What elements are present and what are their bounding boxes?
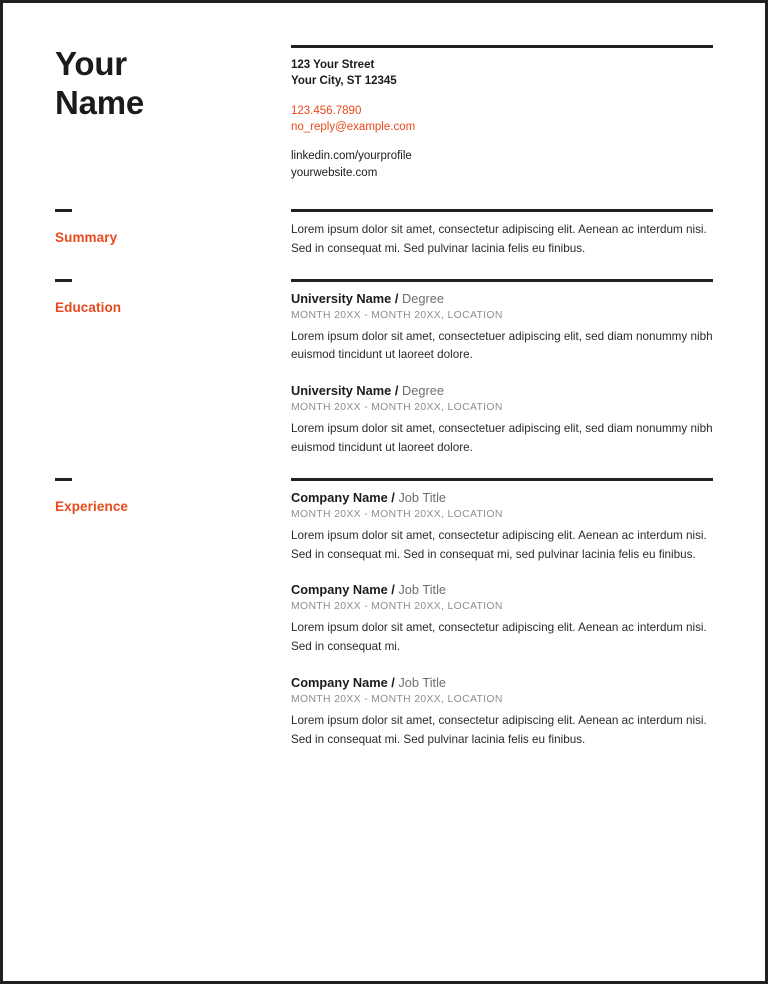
education-section <box>55 279 713 458</box>
experience-entry-title <box>291 490 713 507</box>
contact-block <box>291 45 713 181</box>
education-org: University Name / <box>291 290 399 306</box>
dash-icon <box>55 209 72 212</box>
contact-phone[interactable]: 123.456.7890 <box>291 104 362 117</box>
experience-entry-text: Lorem ipsum dolor sit amet, consectetur adipiscing elit. Aenean ac interdum nisi. Sed in consequat mi. Sed in consequat mi, sed pulvinar lacinia felis eu finibus. <box>291 528 707 561</box>
contact-linkedin[interactable]: linkedin.com/yourprofile <box>291 150 412 163</box>
summary-text: Lorem ipsum dolor sit amet, consectetur adipiscing elit. Aenean ac interdum nisi. Sed in consequat mi. Sed pulvinar lacinia felis eu finibus. <box>291 222 707 255</box>
contact-address-group <box>291 57 713 90</box>
contact-street: 123 Your Street <box>291 59 375 71</box>
education-entry-meta: MONTH 20XX - MONTH 20XX, LOCATION <box>291 309 503 321</box>
experience-label-block <box>55 478 291 514</box>
contact-direct-group <box>291 103 713 136</box>
contact-city-state-zip: Your City, ST 12345 <box>291 75 397 88</box>
experience-job-title: Job Title <box>398 489 447 505</box>
contact-web-group <box>291 148 713 181</box>
summary-content <box>291 209 713 259</box>
experience-content <box>291 478 713 750</box>
experience-entry-meta: MONTH 20XX - MONTH 20XX, LOCATION <box>291 508 503 520</box>
header-section <box>55 45 713 181</box>
dash-icon <box>55 279 72 282</box>
page-title <box>55 45 277 123</box>
name-first-line: Your <box>55 45 127 82</box>
education-rule <box>291 279 713 282</box>
dash-icon <box>55 478 72 481</box>
education-entry-text: Lorem ipsum dolor sit amet, consectetuer adipiscing elit, sed diam nonummy nibh euismod tincidunt ut laoreet dolore. <box>291 329 713 362</box>
education-entry <box>291 291 713 366</box>
summary-section <box>55 209 713 259</box>
experience-entry-text: Lorem ipsum dolor sit amet, consectetur adipiscing elit. Aenean ac interdum nisi. Sed in consequat mi. <box>291 621 707 654</box>
summary-rule <box>291 209 713 212</box>
education-org: University Name / <box>291 383 399 399</box>
experience-section <box>55 478 713 750</box>
education-degree: Degree <box>401 383 444 399</box>
header-rule <box>291 45 713 48</box>
section-label-experience: Experience <box>55 498 129 514</box>
experience-entry-meta: MONTH 20XX - MONTH 20XX, LOCATION <box>291 601 503 613</box>
section-label-education: Education <box>55 299 122 315</box>
experience-job-title: Job Title <box>398 582 447 598</box>
experience-job-title: Job Title <box>398 675 447 690</box>
experience-entry-text: Lorem ipsum dolor sit amet, consectetur adipiscing elit. Aenean ac interdum nisi. Sed in consequat mi. Sed pulvinar lacinia felis eu finibus. <box>291 713 707 746</box>
experience-company: Company Name / <box>291 675 395 690</box>
summary-label-block <box>55 209 291 245</box>
education-entry-text: Lorem ipsum dolor sit amet, consectetuer adipiscing elit, sed diam nonummy nibh euismod tincidunt ut laoreet dolore. <box>291 422 713 454</box>
name-second-line: Name <box>55 83 145 121</box>
education-entry-meta: MONTH 20XX - MONTH 20XX, LOCATION <box>291 402 503 414</box>
education-entry-title <box>291 383 713 400</box>
education-degree: Degree <box>401 290 444 306</box>
section-label-summary: Summary <box>55 229 118 245</box>
education-content <box>291 279 713 458</box>
experience-entry-title <box>291 582 713 599</box>
education-entry-title <box>291 291 713 308</box>
contact-website[interactable]: yourwebsite.com <box>291 166 378 179</box>
experience-rule <box>291 478 713 481</box>
experience-entry-title <box>291 675 713 692</box>
experience-entry <box>291 582 713 657</box>
education-entry <box>291 383 713 458</box>
education-label-block <box>55 279 291 315</box>
experience-company: Company Name / <box>291 582 395 598</box>
name-block <box>55 45 291 123</box>
experience-entry-meta: MONTH 20XX - MONTH 20XX, LOCATION <box>291 693 503 705</box>
experience-company: Company Name / <box>291 489 395 505</box>
experience-entry <box>291 490 713 565</box>
contact-email[interactable]: no_reply@example.com <box>291 120 416 133</box>
experience-entry <box>291 675 713 750</box>
